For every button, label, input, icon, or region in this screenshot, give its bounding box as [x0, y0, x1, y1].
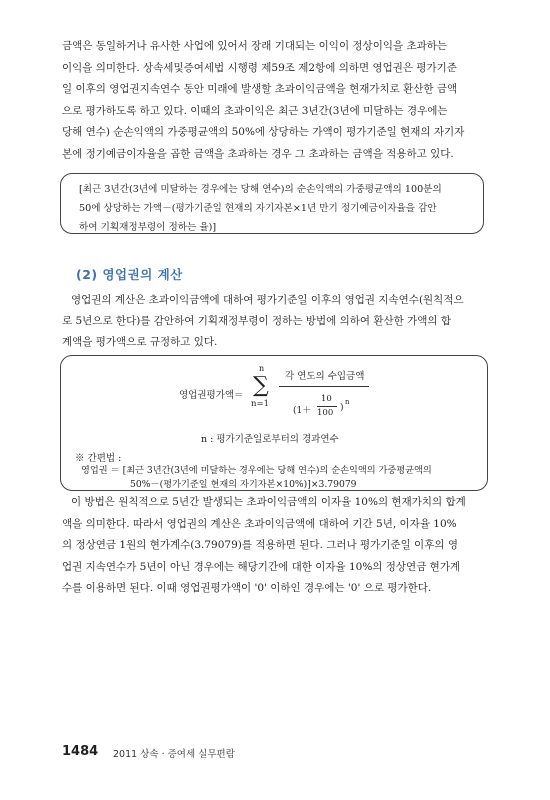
text-line: 일 이후의 영업권지속연수 동안 미래에 발생할 초과이익금액을 현재가치로 환산한 금액: [62, 83, 458, 95]
inner-fraction-bar: [317, 406, 337, 407]
excess-profit-formula-box: [60, 173, 484, 234]
text-line: 업권 지속연수가 5년이 아닌 경우에는 해당기간에 대한 이자율 10%의 정상연금 현가계: [62, 560, 461, 573]
text-line: 의 정상연금 1원의 현가계수(3.79079)를 적용하면 된다. 그러나 평가기준일 이후의 영: [62, 539, 458, 551]
main-fraction-bar: [279, 386, 369, 387]
text-line: 로 5년으로 한다)를 감안하여 기획재정부령이 정하는 방법에 의하여 환산한 가액의 합: [62, 315, 452, 327]
book-title: 2011 상속 · 증여세 실무편람: [113, 749, 235, 760]
inner-denominator: 100: [317, 408, 334, 418]
box-text-line: [최근 3년간(3년에 미달하는 경우에는 당해 연수)의 순손익액의 가중평균액의 100분의: [79, 184, 442, 195]
text-line: 으로 평가하도록 하고 있다. 이때의 초과이익은 최근 3년간(3년에 미달하는 경우에는: [62, 104, 448, 117]
paragraph-method-explanation: [62, 492, 492, 600]
summation-symbol: ∑: [253, 373, 269, 398]
section-heading: (2) 영업권의 계산: [76, 267, 183, 282]
text-line: 본에 정기예금이자율을 곱한 금액을 초과하는 경우 그 초과하는 금액을 적용하고 있다.: [62, 147, 454, 160]
formula-numerator: 각 연도의 수입금액: [285, 371, 365, 382]
denominator-exponent: n: [345, 398, 350, 406]
text-line: 영업권의 계산은 초과이익금액에 대하여 평가기준일 이후의 영업권 지속연수(원칙적으: [71, 294, 464, 306]
goodwill-valuation-formula-box: [60, 355, 488, 491]
simple-method-label: ※ 간편법 :: [75, 453, 122, 464]
variable-note: n : 평가기준일로부터의 경과연수: [201, 434, 339, 445]
text-line: 이익을 의미한다. 상속세및증여세법 시행령 제59조 제2항에 의하면 영업권은 평가기준: [62, 61, 457, 74]
inner-numerator: 10: [321, 394, 332, 404]
page-number: 1484: [62, 744, 99, 759]
denominator-prefix: (1＋: [293, 406, 312, 416]
text-line: 계액을 평가액으로 규정하고 있다.: [62, 336, 218, 348]
box-text-line: 하여 기획재정부령이 정하는 율)]: [79, 222, 217, 233]
paragraph-goodwill-calculation: [62, 290, 492, 353]
text-line: 이 방법은 원칙적으로 5년간 발생되는 초과이익금액의 이자율 10%의 현재가치의 합계: [71, 496, 466, 508]
text-line: 액을 의미한다. 따라서 영업권의 계산은 초과이익금액에 대하여 기간 5년, 이자율 10%: [62, 517, 457, 530]
sigma-lower-limit: n=1: [251, 399, 270, 409]
denominator-suffix: ): [340, 403, 344, 413]
simple-method-line-2: 50%－(평가기준일 현재의 자기자본×10%)]×3.79079: [130, 479, 357, 490]
box-text-line: 50에 상당하는 가액－(평가기준일 현재의 자기자본×1년 만기 정기예금이자율을 감안: [79, 203, 437, 214]
formula-lhs: 영업권평가액＝: [179, 390, 244, 401]
text-line: 수를 이용하면 된다. 이때 영업권평가액이 '0' 이하인 경우에는 '0' 으로 평가한다.: [62, 582, 432, 594]
paragraph-goodwill-definition: [62, 36, 492, 165]
sigma-upper-limit: n: [259, 364, 265, 373]
text-line: 당해 연수) 순손익액의 가중평균액의 50%에 상당하는 가액이 평가기준일 현재의 자기자: [62, 126, 465, 138]
text-line: 금액은 동일하거나 유사한 사업에 있어서 장래 기대되는 이익이 정상이익을 초과하는: [62, 40, 448, 52]
simple-method-line-1: 영업권 ＝ [최근 3년간(3년에 미달하는 경우에는 당해 연수)의 순손익액의 가중평균액의: [81, 465, 432, 476]
